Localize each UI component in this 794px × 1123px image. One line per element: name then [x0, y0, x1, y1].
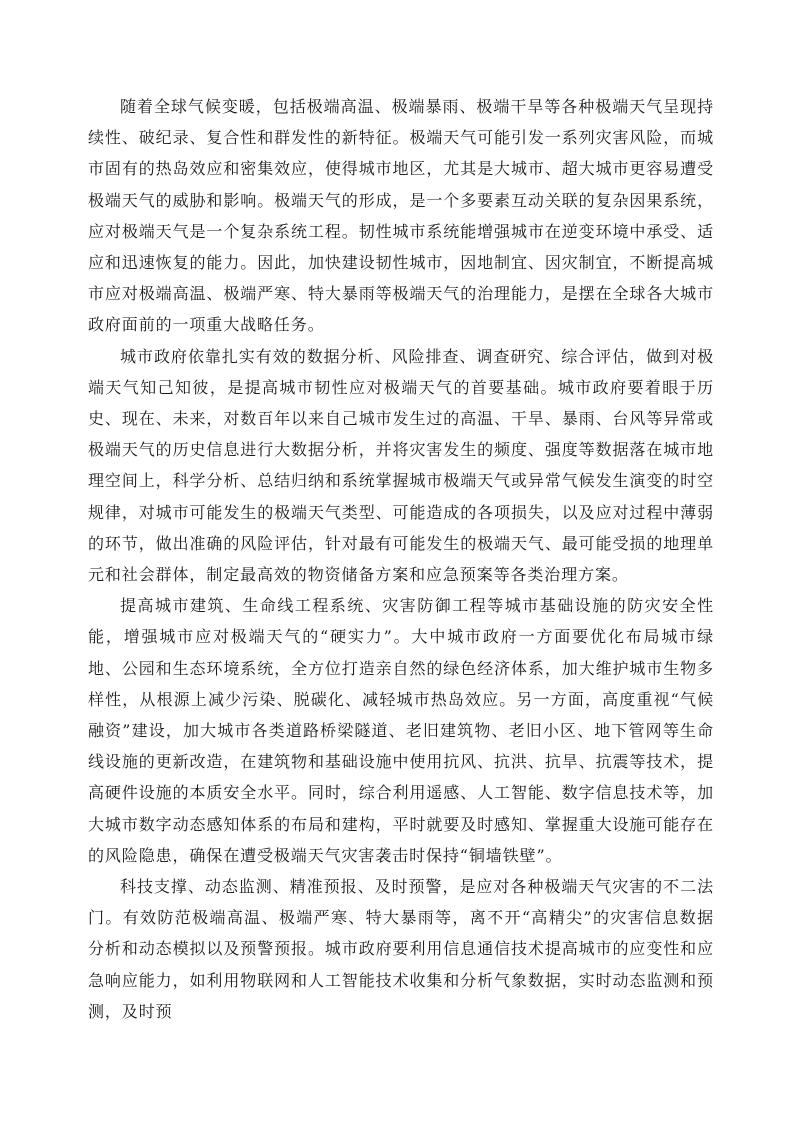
paragraph-4: 科技支撑、动态监测、精准预报、及时预警，是应对各种极端天气灾害的不二法门。有效防范极端高温、极端严寒、特大暴雨等，离不开“高精尖”的灾害信息数据分析和动态模拟以及预警预报。城市政府要利用信息通信技术提高城市的应变性和应急响应能力，如利用物联网和人工智能技术收集和分析气象数据，实时动态监测和预测，及时预 — [88, 877, 714, 1021]
article-body — [88, 91, 714, 1027]
paragraph-2: 城市政府依靠扎实有效的数据分析、风险排查、调查研究、综合评估，做到对极端天气知己知彼，是提高城市韧性应对极端天气的首要基础。城市政府要着眼于历史、现在、未来，对数百年以来自己城市发生过的高温、干旱、暴雨、台风等异常或极端天气的历史信息进行大数据分析，并将灾害发生的频度、强度等数据落在城市地理空间上，科学分析、总结归纳和系统掌握城市极端天气或异常气候发生演变的时空规律，对城市可能发生的极端天气类型、可能造成的各项损失，以及应对过程中薄弱的环节，做出准确的风险评估，针对最有可能发生的极端天气、最可能受损的地理单元和社会群体，制定最高效的物资储备方案和应急预案等各类治理方案。 — [88, 346, 714, 585]
paragraph-3: 提高城市建筑、生命线工程系统、灾害防御工程等城市基础设施的防灾安全性能，增强城市应对极端天气的“硬实力”。大中城市政府一方面要优化布局城市绿地、公园和生态环境系统，全方位打造亲自然的绿色经济体系，加大维护城市生物多样性，从根源上减少污染、脱碳化、减轻城市热岛效应。另一方面，高度重视“气候融资”建设，加大城市各类道路桥梁隧道、老旧建筑物、老旧小区、地下管网等生命线设施的更新改造，在建筑物和基础设施中使用抗风、抗洪、抗旱、抗震等技术，提高硬件设施的本质安全水平。同时，综合利用遥感、人工智能、数字信息技术等，加大城市数字动态感知体系的布局和建构，平时就要及时感知、掌握重大设施可能存在的风险隐患，确保在遭受极端天气灾害袭击时保持“铜墙铁壁”。 — [88, 596, 714, 865]
paragraph-1: 随着全球气候变暖，包括极端高温、极端暴雨、极端干旱等各种极端天气呈现持续性、破纪录、复合性和群发性的新特征。极端天气可能引发一系列灾害风险，而城市固有的热岛效应和密集效应，使得城市地区，尤其是大城市、超大城市更容易遭受极端天气的威胁和影响。极端天气的形成，是一个多要素互动关联的复杂因果系统，应对极端天气是一个复杂系统工程。韧性城市系统能增强城市在逆变环境中承受、适应和迅速恢复的能力。因此，加快建设韧性城市，因地制宜、因灾制宜，不断提高城市应对极端高温、极端严寒、特大暴雨等极端天气的治理能力，是摆在全球各大城市政府面前的一项重大战略任务。 — [88, 97, 714, 335]
